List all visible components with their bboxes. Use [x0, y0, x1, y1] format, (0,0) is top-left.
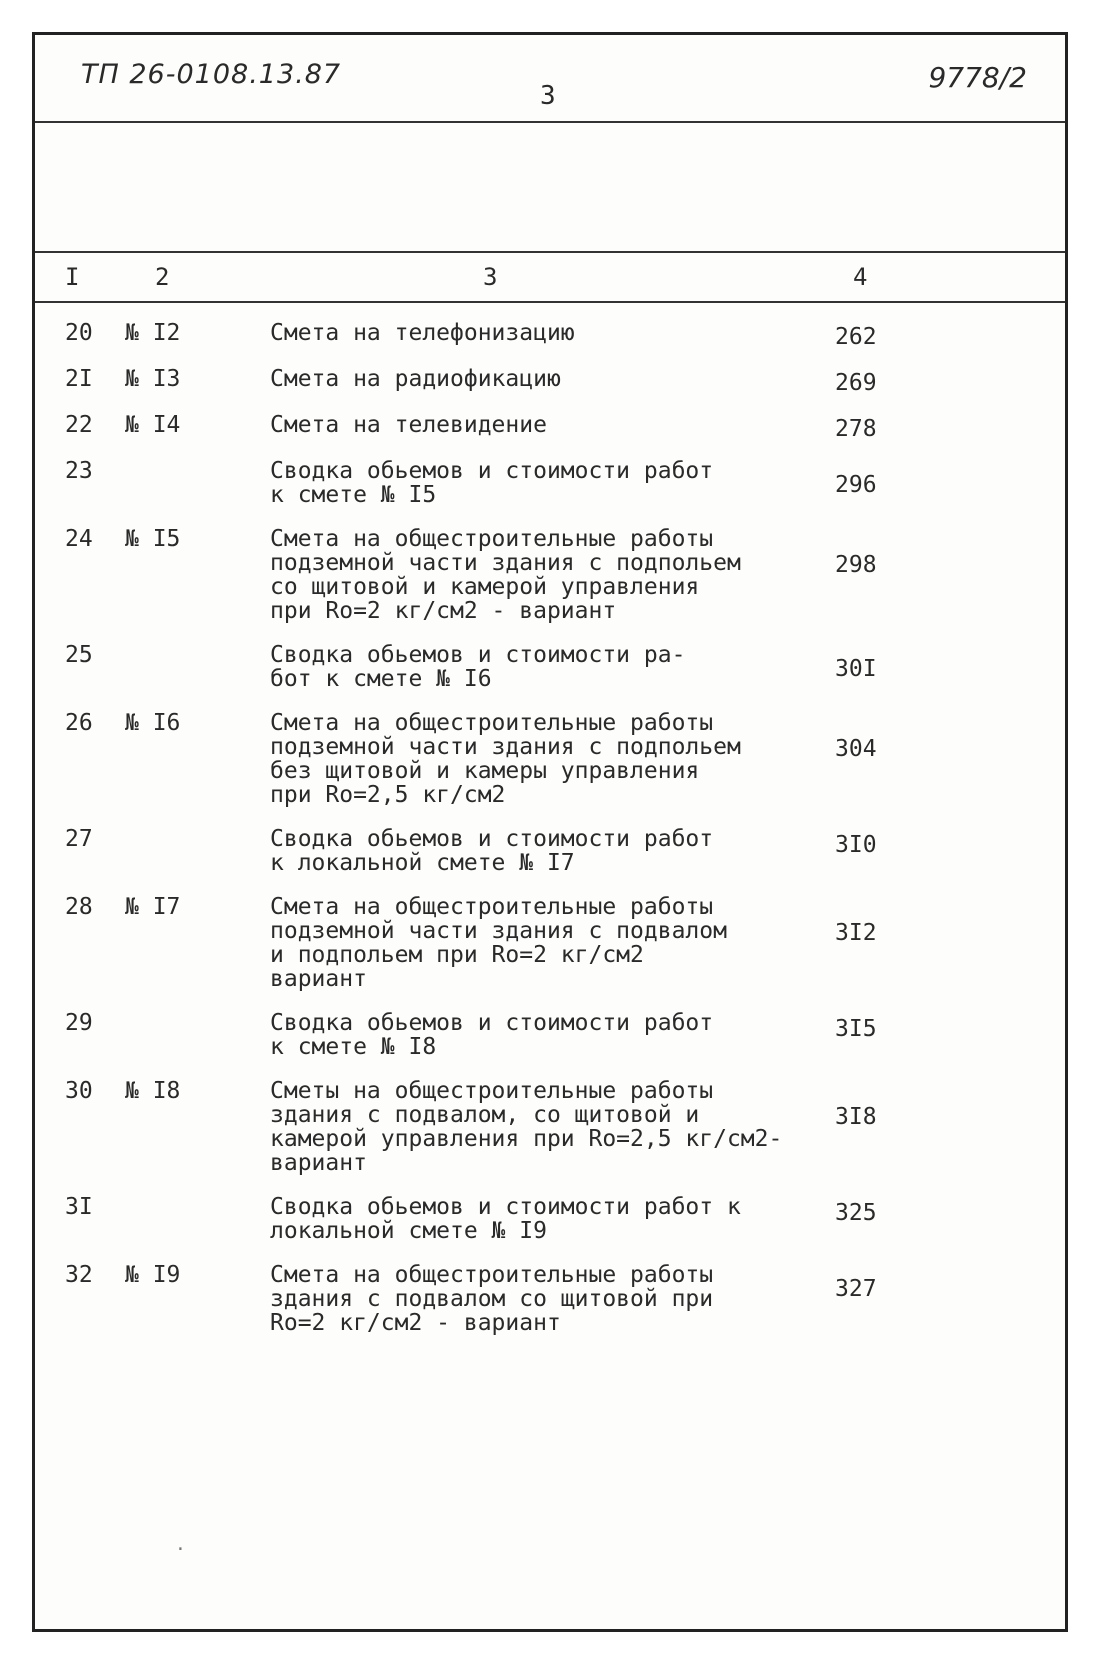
row-number: 20: [65, 320, 93, 346]
row-title: Смета на телефонизацию: [270, 320, 575, 346]
page-reference: 3I0: [835, 832, 877, 858]
table-row: [35, 366, 1065, 396]
row-title: Сводка обьемов и стоимости работ к смете № I8: [270, 1010, 714, 1060]
table-row: [35, 1011, 1065, 1059]
row-number: 24: [65, 526, 93, 552]
contents-table: [35, 321, 1065, 1355]
estimate-number: № I2: [125, 320, 181, 346]
estimate-number: № I6: [125, 710, 181, 736]
row-number: 26: [65, 710, 93, 736]
title-block: [35, 35, 1065, 123]
table-row: [35, 895, 1065, 991]
estimate-number: № I8: [125, 1078, 181, 1104]
row-title: Сводка обьемов и стоимости работ к локальной смете № I7: [270, 826, 714, 876]
document-page: [32, 32, 1068, 1632]
row-title: Смета на общестроительные работы подземной части здания с подпольем без щитовой и камеры управления при Ro=2,5 кг/см2: [270, 710, 741, 808]
inventory-number: 9778/2: [928, 61, 1027, 94]
table-row: [35, 827, 1065, 875]
row-title: Смета на общестроительные работы подземной части здания с подпольем со щитовой и камерой управления при Ro=2 кг/см2 - вариант: [270, 526, 741, 624]
estimate-number: № I5: [125, 526, 181, 552]
row-title: Смета на радиофикацию: [270, 366, 561, 392]
table-row: [35, 1079, 1065, 1175]
row-number: 32: [65, 1262, 93, 1288]
table-row: [35, 643, 1065, 691]
row-number: 3I: [65, 1194, 93, 1220]
row-title: Сводка обьемов и стоимости работ к локальной смете № I9: [270, 1194, 741, 1244]
column-header-row: [35, 251, 1065, 303]
table-row: [35, 527, 1065, 623]
row-number: 27: [65, 826, 93, 852]
column-header-4: 4: [853, 263, 868, 291]
table-row: [35, 1263, 1065, 1335]
estimate-number: № I7: [125, 894, 181, 920]
row-title: Смета на телевидение: [270, 412, 547, 438]
estimate-number: № I9: [125, 1262, 181, 1288]
table-row: [35, 320, 1065, 350]
page-number: 3: [540, 81, 556, 111]
row-number: 2I: [65, 366, 93, 392]
table-row: [35, 412, 1065, 442]
estimate-number: № I3: [125, 366, 181, 392]
page-reference: 3I8: [835, 1104, 877, 1130]
page-reference: 3I5: [835, 1016, 877, 1042]
table-row: [35, 1195, 1065, 1243]
table-row: [35, 459, 1065, 507]
margin-mark: ·: [175, 1539, 186, 1560]
page-reference: 278: [835, 416, 877, 442]
page-reference: 304: [835, 736, 877, 762]
page-reference: 30I: [835, 656, 877, 682]
page-reference: 3I2: [835, 920, 877, 946]
row-title: Сметы на общестроительные работы здания с подвалом, со щитовой и камерой управления при Ro=2,5 кг/см2- вариант: [270, 1078, 783, 1176]
page-reference: 327: [835, 1276, 877, 1302]
row-number: 23: [65, 458, 93, 484]
page-reference: 298: [835, 552, 877, 578]
page-reference: 325: [835, 1200, 877, 1226]
table-row: [35, 711, 1065, 807]
row-title: Сводка обьемов и стоимости ра- бот к смете № I6: [270, 642, 686, 692]
page-reference: 262: [835, 324, 877, 350]
page-reference: 269: [835, 370, 877, 396]
row-number: 29: [65, 1010, 93, 1036]
row-title: Смета на общестроительные работы здания с подвалом со щитовой при Ro=2 кг/см2 - вариант: [270, 1262, 714, 1336]
row-title: Смета на общестроительные работы подземной части здания с подвалом и подпольем при Ro=2 кг/см2 вариант: [270, 894, 727, 992]
column-header-3: 3: [483, 263, 498, 291]
row-number: 22: [65, 412, 93, 438]
column-header-2: 2: [155, 263, 170, 291]
row-title: Сводка обьемов и стоимости работ к смете № I5: [270, 458, 714, 508]
document-code: ТП 26-0108.13.87: [81, 59, 342, 90]
page-reference: 296: [835, 472, 877, 498]
column-header-1: I: [65, 263, 80, 291]
row-number: 28: [65, 894, 93, 920]
row-number: 25: [65, 642, 93, 668]
row-number: 30: [65, 1078, 93, 1104]
estimate-number: № I4: [125, 412, 181, 438]
